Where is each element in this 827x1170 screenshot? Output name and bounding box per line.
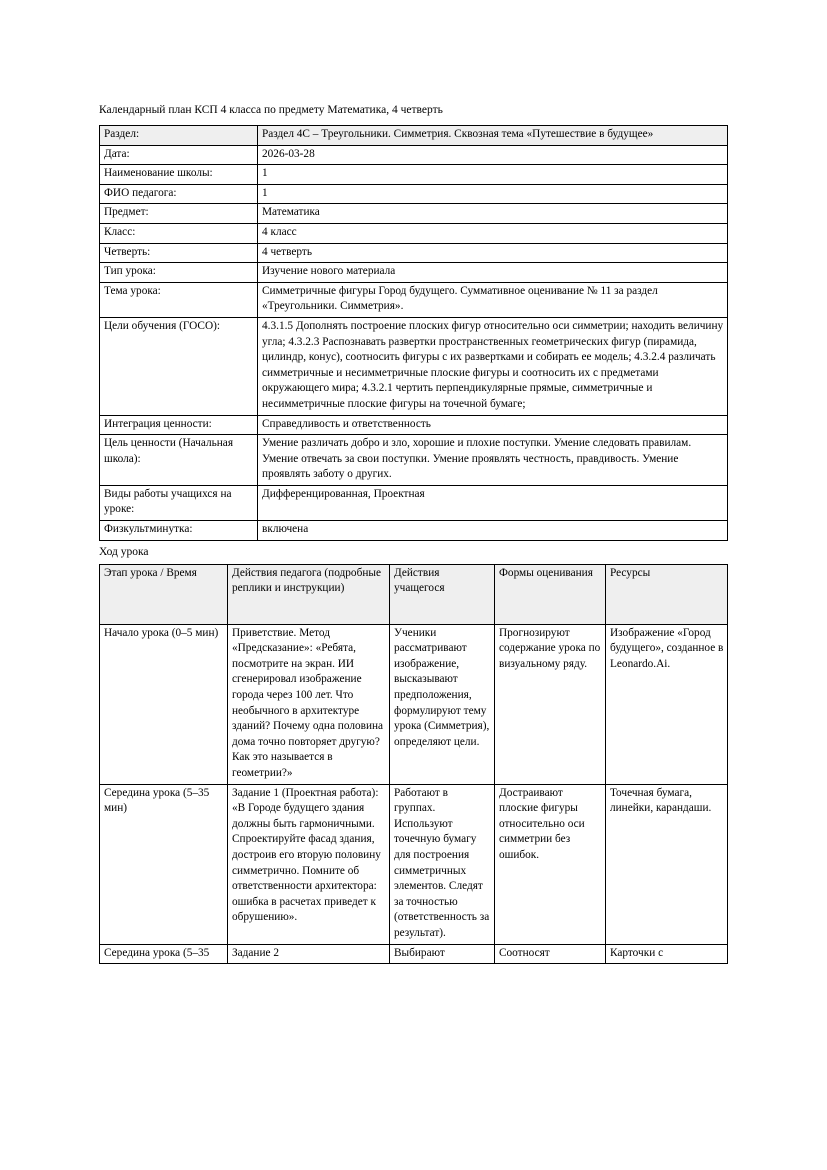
info-row-value: включена <box>258 521 728 541</box>
info-row-label: Тип урока: <box>100 263 258 283</box>
lesson-flow-heading: Ход урока <box>99 545 149 558</box>
table-row <box>100 624 728 784</box>
lesson-flow-table <box>99 564 728 964</box>
flow-cell-assessment-forms: Достраивают плоские фигуры относительно оси симметрии без ошибок. <box>495 784 606 944</box>
table-row <box>100 204 728 224</box>
column-header-assessment-forms: Формы оценивания <box>495 564 606 624</box>
info-row-label: Виды работы учащихся на уроке: <box>100 485 258 520</box>
table-row <box>100 263 728 283</box>
info-row-label: Интеграция ценности: <box>100 415 258 435</box>
info-row-value: 4 класс <box>258 223 728 243</box>
flow-cell-student-actions: Выбирают <box>390 944 495 964</box>
table-row <box>100 126 728 146</box>
table-row <box>100 223 728 243</box>
flow-cell-teacher-actions: Задание 1 (Проектная работа): «В Городе будущего здания должны быть гармоничными. Спроектируйте фасад здания, достроив его вторую половину симметрично. Помните об ответственности архитектора: ошибка в расчетах приведет к обрушению». <box>228 784 390 944</box>
info-row-value: Раздел 4C – Треугольники. Симметрия. Сквозная тема «Путешествие в будущее» <box>258 126 728 146</box>
table-row <box>100 521 728 541</box>
info-row-label: Цель ценности (Начальная школа): <box>100 435 258 486</box>
info-row-label: Четверть: <box>100 243 258 263</box>
info-row-label: Класс: <box>100 223 258 243</box>
info-row-value: Математика <box>258 204 728 224</box>
info-row-value: 4 четверть <box>258 243 728 263</box>
table-row <box>100 784 728 944</box>
flow-cell-teacher-actions: Приветствие. Метод «Предсказание»: «Ребята, посмотрите на экран. ИИ сгенерировал изображение города через 100 лет. Что необычного в архитектуре зданий? Почему одна половина дома точно повторяет другую? Как это называется в геометрии?» <box>228 624 390 784</box>
table-row <box>100 165 728 185</box>
column-header-resources: Ресурсы <box>606 564 728 624</box>
flow-cell-resources: Точечная бумага, линейки, карандаши. <box>606 784 728 944</box>
table-row <box>100 145 728 165</box>
lesson-info-body <box>100 126 728 541</box>
info-row-value: Симметричные фигуры Город будущего. Суммативное оценивание № 11 за раздел «Треугольники. Симметрия». <box>258 282 728 317</box>
flow-cell-assessment-forms: Прогнозируют содержание урока по визуальному ряду. <box>495 624 606 784</box>
info-row-label: Физкультминутка: <box>100 521 258 541</box>
flow-cell-resources: Карточки с <box>606 944 728 964</box>
table-row <box>100 184 728 204</box>
info-row-label: Наименование школы: <box>100 165 258 185</box>
info-row-value: 1 <box>258 165 728 185</box>
page-title: Календарный план КСП 4 класса по предмету Математика, 4 четверть <box>99 104 443 116</box>
column-header-stage: Этап урока / Время <box>100 564 228 624</box>
flow-cell-resources: Изображение «Город будущего», созданное в Leonardo.Ai. <box>606 624 728 784</box>
info-row-value: Изучение нового материала <box>258 263 728 283</box>
flow-cell-stage: Начало урока (0–5 мин) <box>100 624 228 784</box>
info-row-label: Цели обучения (ГОСО): <box>100 317 258 415</box>
info-row-value: Справедливость и ответственность <box>258 415 728 435</box>
table-row <box>100 317 728 415</box>
flow-cell-student-actions: Ученики рассматривают изображение, высказывают предположения, формулируют тему урока (Симметрия), определяют цели. <box>390 624 495 784</box>
flow-cell-student-actions: Работают в группах. Используют точечную бумагу для построения симметричных элементов. Следят за точностью (ответственность за результат). <box>390 784 495 944</box>
lesson-flow-header <box>100 564 728 624</box>
column-header-teacher-actions: Действия педагога (подробные реплики и инструкции) <box>228 564 390 624</box>
flow-cell-assessment-forms: Соотносят <box>495 944 606 964</box>
table-row <box>100 435 728 486</box>
info-row-label: Дата: <box>100 145 258 165</box>
info-row-value: 4.3.1.5 Дополнять построение плоских фигур относительно оси симметрии; находить величину угла; 4.3.2.3 Распознавать развертки пространственных геометрических фигур (пирамида, цилиндр, конус), соотносить фигуры с их развертками и собирать ее модель; 4.3.2.4 различать симметричные и несимметричные плоские фигуры и соотносить их с предметами окружающего мира; 4.3.2.1 чертить перпендикулярные прямые, симметричные и несимметричные плоские фигуры на точечной бумаге; <box>258 317 728 415</box>
info-row-value: Дифференцированная, Проектная <box>258 485 728 520</box>
info-row-value: Умение различать добро и зло, хорошие и плохие поступки. Умение следовать правилам. Умение отвечать за свои поступки. Умение проявлять честность, правдивость. Умение проявлять заботу о других. <box>258 435 728 486</box>
table-row <box>100 243 728 263</box>
column-header-student-actions: Действия учащегося <box>390 564 495 624</box>
info-row-label: ФИО педагога: <box>100 184 258 204</box>
flow-cell-stage: Середина урока (5–35 <box>100 944 228 964</box>
table-row <box>100 415 728 435</box>
flow-cell-stage: Середина урока (5–35 мин) <box>100 784 228 944</box>
lesson-info-table <box>99 125 728 541</box>
table-row <box>100 485 728 520</box>
info-row-label: Раздел: <box>100 126 258 146</box>
table-row <box>100 282 728 317</box>
flow-cell-teacher-actions: Задание 2 <box>228 944 390 964</box>
lesson-flow-body <box>100 624 728 963</box>
info-row-value: 2026-03-28 <box>258 145 728 165</box>
table-row <box>100 944 728 964</box>
info-row-label: Тема урока: <box>100 282 258 317</box>
table-header-row <box>100 564 728 624</box>
info-row-label: Предмет: <box>100 204 258 224</box>
info-row-value: 1 <box>258 184 728 204</box>
